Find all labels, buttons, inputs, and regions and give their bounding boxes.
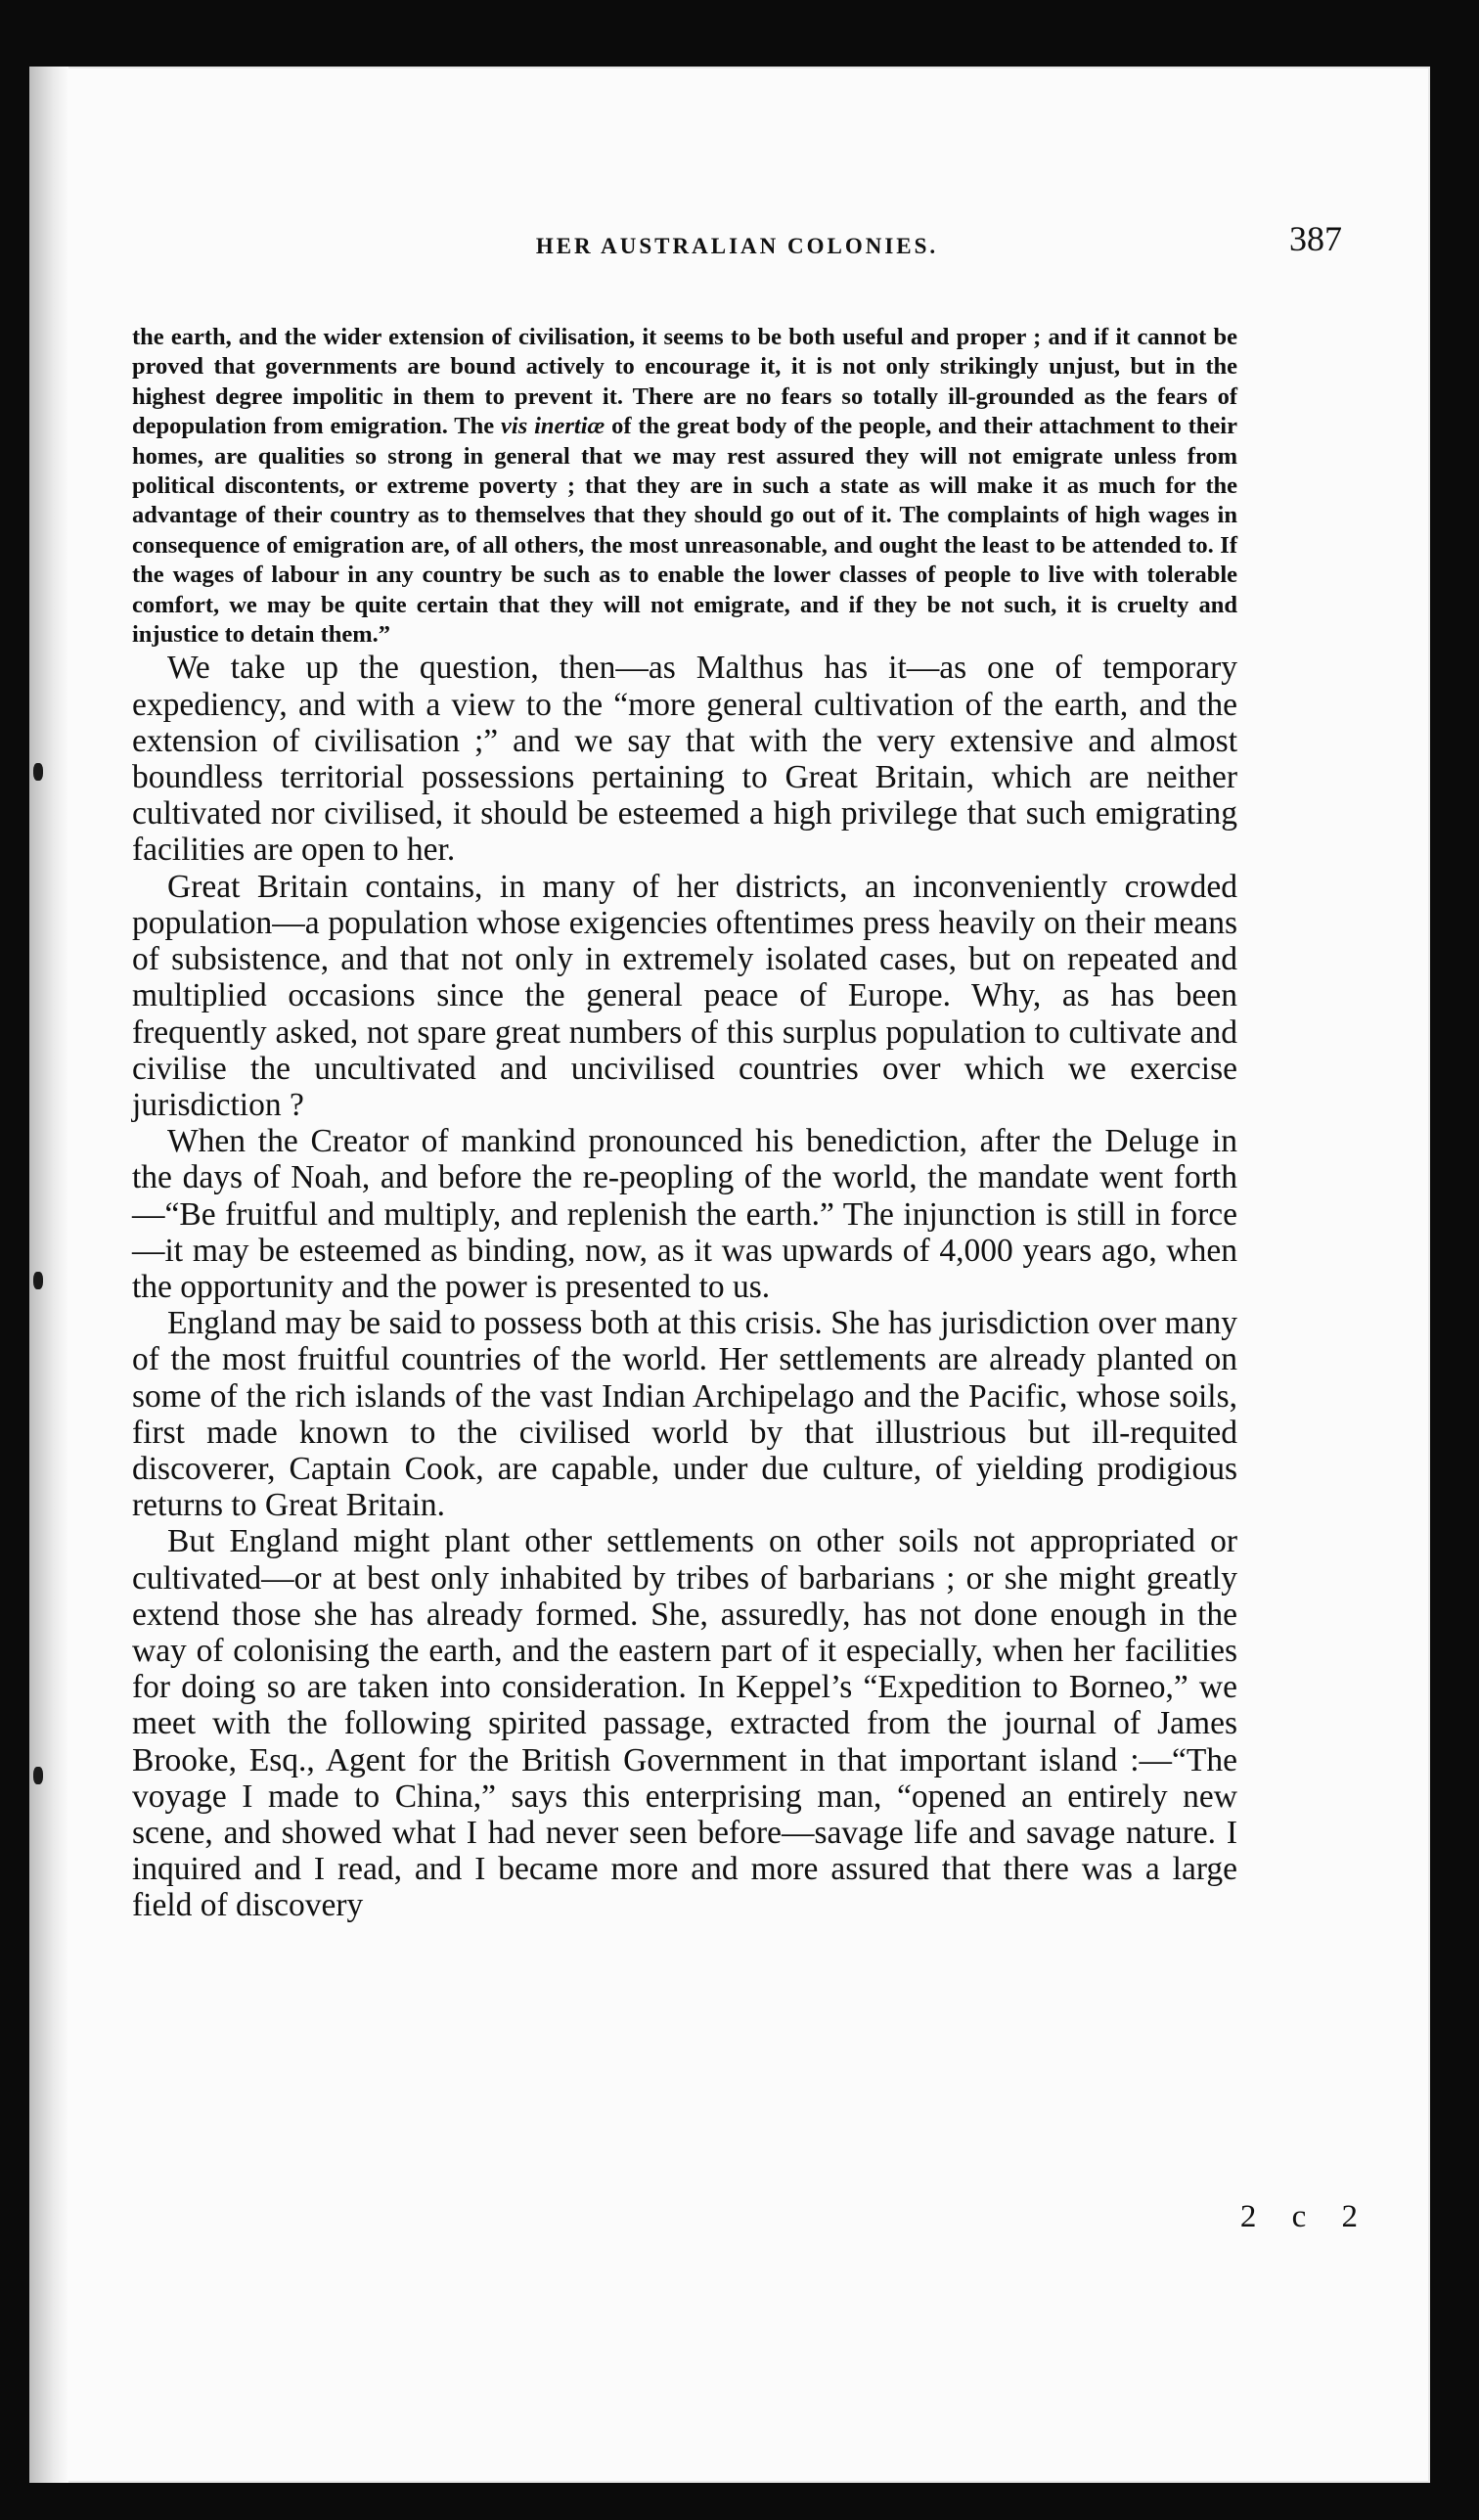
page-body	[132, 323, 1237, 1924]
printer-signature-mark: 2 c 2	[1239, 2199, 1371, 2234]
running-title: HER AUSTRALIAN COLONIES.	[535, 234, 939, 258]
paragraph: England may be said to possess both at this crisis. She has jurisdiction over many of the most fruitful countries of the world. Her settlements are already planted on some of the rich islands of the vast Indian Archipelago and the Pacific, whose soils, first made known to the civilised world by that illustrious but ill-requited discoverer, Captain Cook, are capable, under due culture, of yielding prodigious returns to Great Britain.	[132, 1305, 1237, 1524]
paragraph: Great Britain contains, in many of her districts, an inconveniently crowded population—a population whose exigencies oftentimes press heavily on their means of subsistence, and that not only in extremely isolated cases, but on repeated and multiplied occasions since the general peace of Europe. Why, as has been frequently asked, not spare great numbers of this surplus population to cultivate and civilise the uncultivated and uncivilised countries over which we exercise jurisdiction ?	[132, 868, 1237, 1123]
paragraph: We take up the question, then—as Malthus has it—as one of temporary expediency, and with a view to the “more general cultivation of the earth, and the extension of civilisation ;” and we say that with the very extensive and almost boundless territorial possessions pertaining to Great Britain, which are neither cultivated nor civilised, it should be esteemed a high privilege that such emigrating facilities are open to her.	[132, 650, 1237, 869]
paragraph: When the Creator of mankind pronounced his benediction, after the Deluge in the days of Noah, and before the re-peopling of the world, the mandate went forth—“Be fruitful and multiply, and replenish the earth.” The injunction is still in force—it may be esteemed as binding, now, as it was upwards of 4,000 years ago, when the opportunity and the power is presented to us.	[132, 1123, 1237, 1305]
block-quote	[132, 323, 1237, 650]
page-header	[132, 201, 1342, 259]
paragraph: But England might plant other settlements on other soils not appropriated or cultivated—or at best only inhabited by tribes of barbarians ; or she might greatly extend those she has already formed. She, assuredly, has not done enough in the way of colonising the earth, and the eastern part of it especially, when her facilities for doing so are taken into consideration. In Keppel’s “Expedition to Borneo,” we meet with the following spirited passage, extracted from the journal of James Brooke, Esq., Agent for the British Government in that important island :—“The voyage I made to China,” says this enterprising man, “opened an entirely new scene, and showed what I had never seen before—savage life and savage nature. I inquired and I read, and I became more and more assured that there was a large field of discovery	[132, 1523, 1237, 1924]
quote-text: of the great body of the people, and their attachment to their homes, are qualities so strong in general that we may rest assured they will not emigrate unless from political discontents, or extreme poverty ; that they are in such a state as will make it as much for the advantage of their country as to themselves that they should go out of it. The complaints of high wages in consequence of emigration are, of all others, the most unreasonable, and ought the least to be attended to. If the wages of labour in any country be such as to enable the lower classes of people to live with tolerable comfort, we may be quite certain that they will not emigrate, and if they be not such, it is cruelty and injustice to detain them.”	[132, 413, 1237, 649]
margin-mark	[33, 1767, 43, 1784]
margin-mark	[33, 1272, 43, 1289]
quote-italic-phrase: vis inertiæ	[501, 413, 605, 440]
page-number: 387	[1289, 219, 1342, 258]
scan-top-border	[0, 0, 1479, 67]
quote-text: the earth, and the wider extension of civilisation, it seems to be both useful and proper ; and if it cannot be proved that governments are bound actively to encourage it, it is not only strikingly unjust, but in the highest degree impolitic in them to prevent it. There are no fears so totally ill-grounded as the fears of depopulation from emigration. The	[132, 324, 1237, 440]
margin-mark	[33, 763, 43, 781]
